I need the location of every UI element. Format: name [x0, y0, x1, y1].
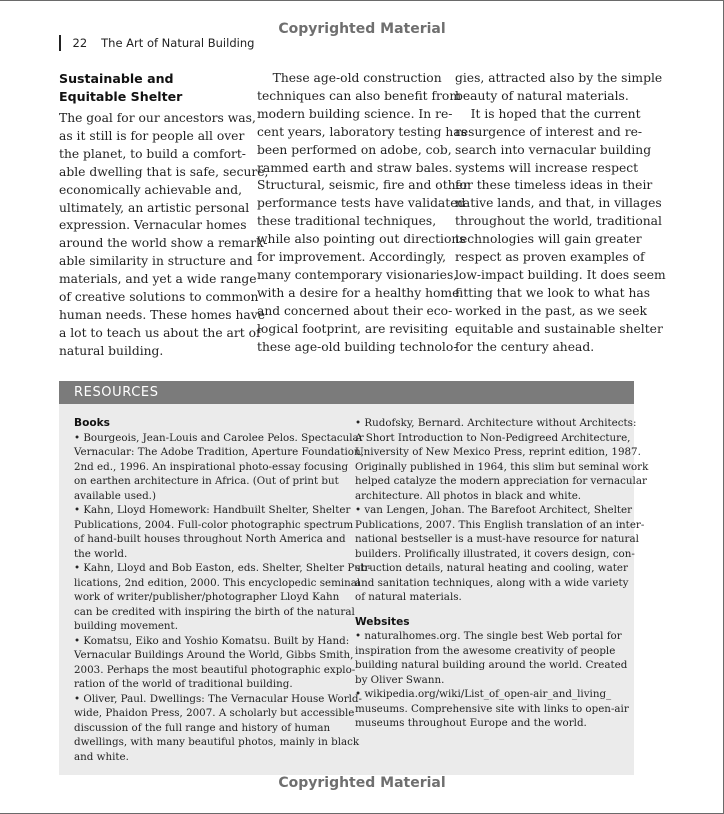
- text-line: worked in the past, as we seek: [455, 303, 647, 318]
- text-line: ultimately, an artistic personal: [59, 200, 250, 215]
- text-line: logical footprint, are revisiting: [257, 321, 449, 336]
- website-line: by Oliver Swann.: [355, 673, 445, 686]
- text-line: for the century ahead.: [455, 339, 595, 354]
- running-head-rule: [59, 35, 61, 51]
- text-line: as it still is for people all over: [59, 128, 245, 143]
- reference-line: ration of the world of traditional building.: [74, 678, 293, 690]
- reference-line: • Kahn, Lloyd and Bob Easton, eds. Shelter, Shelter Pub-: [74, 562, 372, 574]
- page-frame-top: [0, 0, 724, 1]
- resources-box: [59, 381, 649, 775]
- reference-line: University of New Mexico Press, reprint edition, 1987.: [355, 446, 641, 458]
- text-line: resurgence of interest and re-: [455, 124, 642, 139]
- reference-line: Publications, 2004. Full-color photographic spectrum: [74, 518, 354, 531]
- column-1-body: [59, 110, 269, 361]
- text-line: of creative solutions to common: [59, 290, 259, 305]
- text-line: a lot to teach us about the art of: [59, 325, 261, 340]
- resources-right-column: [355, 416, 649, 731]
- text-line: throughout the world, traditional: [455, 214, 662, 229]
- text-line: systems will increase respect: [455, 160, 639, 175]
- watermark-top: Copyrighted Material: [278, 21, 446, 37]
- reference-line: A Short Introduction to Non-Pedigreed Architecture,: [355, 431, 631, 444]
- running-head: [59, 35, 254, 51]
- text-line: around the world show a remark-: [59, 236, 268, 251]
- text-line: Structural, seismic, fire and other: [257, 178, 469, 193]
- reference-line: Vernacular: The Adobe Tradition, Aperture Foundation,: [74, 446, 364, 458]
- text-line: for improvement. Accordingly,: [257, 250, 447, 265]
- text-column-3: [455, 70, 666, 357]
- reference-line: discussion of the full range and history of human: [74, 721, 331, 734]
- reference-line: of hand-built houses throughout North America and: [74, 533, 346, 545]
- resources-title: RESOURCES: [59, 381, 634, 404]
- reference-line: 2nd ed., 1996. An inspirational photo-essay focusing: [74, 460, 349, 473]
- text-line: while also pointing out directions: [257, 232, 466, 247]
- reference-line: and white.: [74, 750, 129, 763]
- reference-line: national bestseller is a must-have resource for natural: [355, 533, 639, 545]
- reference-line: builders. Prolifically illustrated, it covers design, con-: [355, 547, 635, 560]
- website-line: museums. Comprehensive site with links to open-air: [355, 702, 629, 715]
- reference-line: 2003. Perhaps the most beautiful photographic explo-: [74, 663, 356, 676]
- text-line: the planet, to build a comfort-: [59, 146, 246, 161]
- text-line: search into vernacular building: [455, 142, 652, 157]
- reference-line: lications, 2nd edition, 2000. This encyclopedic seminal: [74, 576, 361, 589]
- reference-line: dwellings, with many beautiful photos, mainly in black: [74, 736, 360, 748]
- text-line: expression. Vernacular homes: [59, 218, 247, 233]
- reference-line: the world.: [74, 547, 128, 560]
- reference-line: • Kahn, Lloyd Homework: Handbuilt Shelter, Shelter: [74, 504, 351, 516]
- text-column-1: [59, 70, 269, 361]
- spacer: [355, 605, 625, 615]
- reference-line: architecture. All photos in black and white.: [355, 489, 582, 502]
- section-heading: [59, 70, 245, 106]
- text-line: economically achievable and,: [59, 182, 243, 197]
- text-line: It is hoped that the current: [455, 106, 641, 121]
- reference-line: Vernacular Buildings Around the World, Gibbs Smith,: [74, 649, 354, 661]
- text-line: natural building.: [59, 343, 164, 358]
- text-line: modern building science. In re-: [257, 106, 453, 121]
- text-column-2: [257, 70, 469, 357]
- text-line: equitable and sustainable shelter: [455, 321, 663, 336]
- reference-line: • Rudofsky, Bernard. Architecture without Architects:: [355, 417, 637, 429]
- text-line: able dwelling that is safe, secure,: [59, 164, 269, 179]
- resources-left-column: [74, 416, 372, 764]
- website-line: inspiration from the awesome creativity of people: [355, 644, 616, 657]
- text-line: These age-old construction: [257, 71, 442, 85]
- text-line: human needs. These homes have: [59, 307, 265, 322]
- text-line: been performed on adobe, cob,: [257, 142, 452, 157]
- text-line: many contemporary visionaries,: [257, 267, 458, 282]
- text-line: these age-old building technolo-: [257, 339, 458, 354]
- text-line: native lands, and that, in villages: [455, 196, 662, 211]
- reference-line: helped catalyze the modern appreciation for vernacular: [355, 475, 647, 487]
- reference-line: on earthen architecture in Africa. (Out of print but: [74, 475, 339, 487]
- books-heading: Books: [74, 417, 110, 429]
- text-line: with a desire for a healthy home: [257, 285, 460, 300]
- text-line: low-impact building. It does seem: [455, 267, 666, 282]
- reference-line: Originally published in 1964, this slim but seminal work: [355, 460, 649, 473]
- text-line: cent years, laboratory testing has: [257, 124, 467, 139]
- reference-line: Publications, 2007. This English translation of an inter-: [355, 518, 645, 531]
- text-line: respect as proven examples of: [455, 250, 645, 265]
- reference-line: of natural materials.: [355, 591, 462, 603]
- text-line: gies, attracted also by the simple: [455, 71, 663, 85]
- reference-line: wide, Phaidon Press, 2007. A scholarly but accessible: [74, 707, 355, 719]
- reference-line: building movement.: [74, 620, 178, 632]
- text-line: materials, and yet a wide range: [59, 272, 257, 287]
- reference-line: work of writer/publisher/photographer Lloyd Kahn: [74, 591, 340, 603]
- text-line: rammed earth and straw bales.: [257, 160, 453, 175]
- page-number: 22: [72, 36, 88, 50]
- websites-heading: Websites: [355, 615, 410, 628]
- text-line: these traditional techniques,: [257, 214, 437, 229]
- text-line: and concerned about their eco-: [257, 303, 453, 318]
- reference-line: • Komatsu, Eiko and Yoshio Komatsu. Built by Hand:: [74, 634, 350, 647]
- text-line: beauty of natural materials.: [455, 88, 629, 103]
- text-line: able similarity in structure and: [59, 254, 253, 269]
- text-line: for these timeless ideas in their: [455, 178, 653, 193]
- reference-line: • Oliver, Paul. Dwellings: The Vernacular House World-: [74, 692, 362, 705]
- section-heading-line: Sustainable and: [59, 71, 174, 86]
- reference-line: • Bourgeois, Jean-Louis and Carolee Pelos. Spectacular: [74, 431, 364, 444]
- reference-line: and sanitation techniques, along with a wide variety: [355, 576, 629, 589]
- website-line: building natural building around the world. Created: [355, 659, 628, 671]
- website-line: museums throughout Europe and the world.: [355, 717, 587, 729]
- website-line: • wikipedia.org/wiki/List_of_open-air_and_living_: [355, 688, 612, 700]
- text-line: The goal for our ancestors was,: [59, 111, 256, 125]
- text-line: technologies will gain greater: [455, 232, 642, 247]
- text-line: performance tests have validated: [257, 196, 466, 211]
- website-line: • naturalhomes.org. The single best Web portal for: [355, 630, 622, 642]
- book-title: The Art of Natural Building: [101, 36, 255, 50]
- watermark-bottom: Copyrighted Material: [278, 775, 446, 791]
- text-line: fitting that we look to what has: [455, 285, 651, 300]
- reference-line: available used.): [74, 489, 156, 502]
- section-heading-line: Equitable Shelter: [59, 89, 183, 104]
- reference-line: struction details, natural heating and cooling, water: [355, 562, 628, 574]
- reference-line: • van Lengen, Johan. The Barefoot Architect, Shelter: [355, 504, 633, 516]
- text-line: techniques can also benefit from: [257, 88, 461, 103]
- reference-line: can be credited with inspiring the birth of the natural: [74, 605, 355, 618]
